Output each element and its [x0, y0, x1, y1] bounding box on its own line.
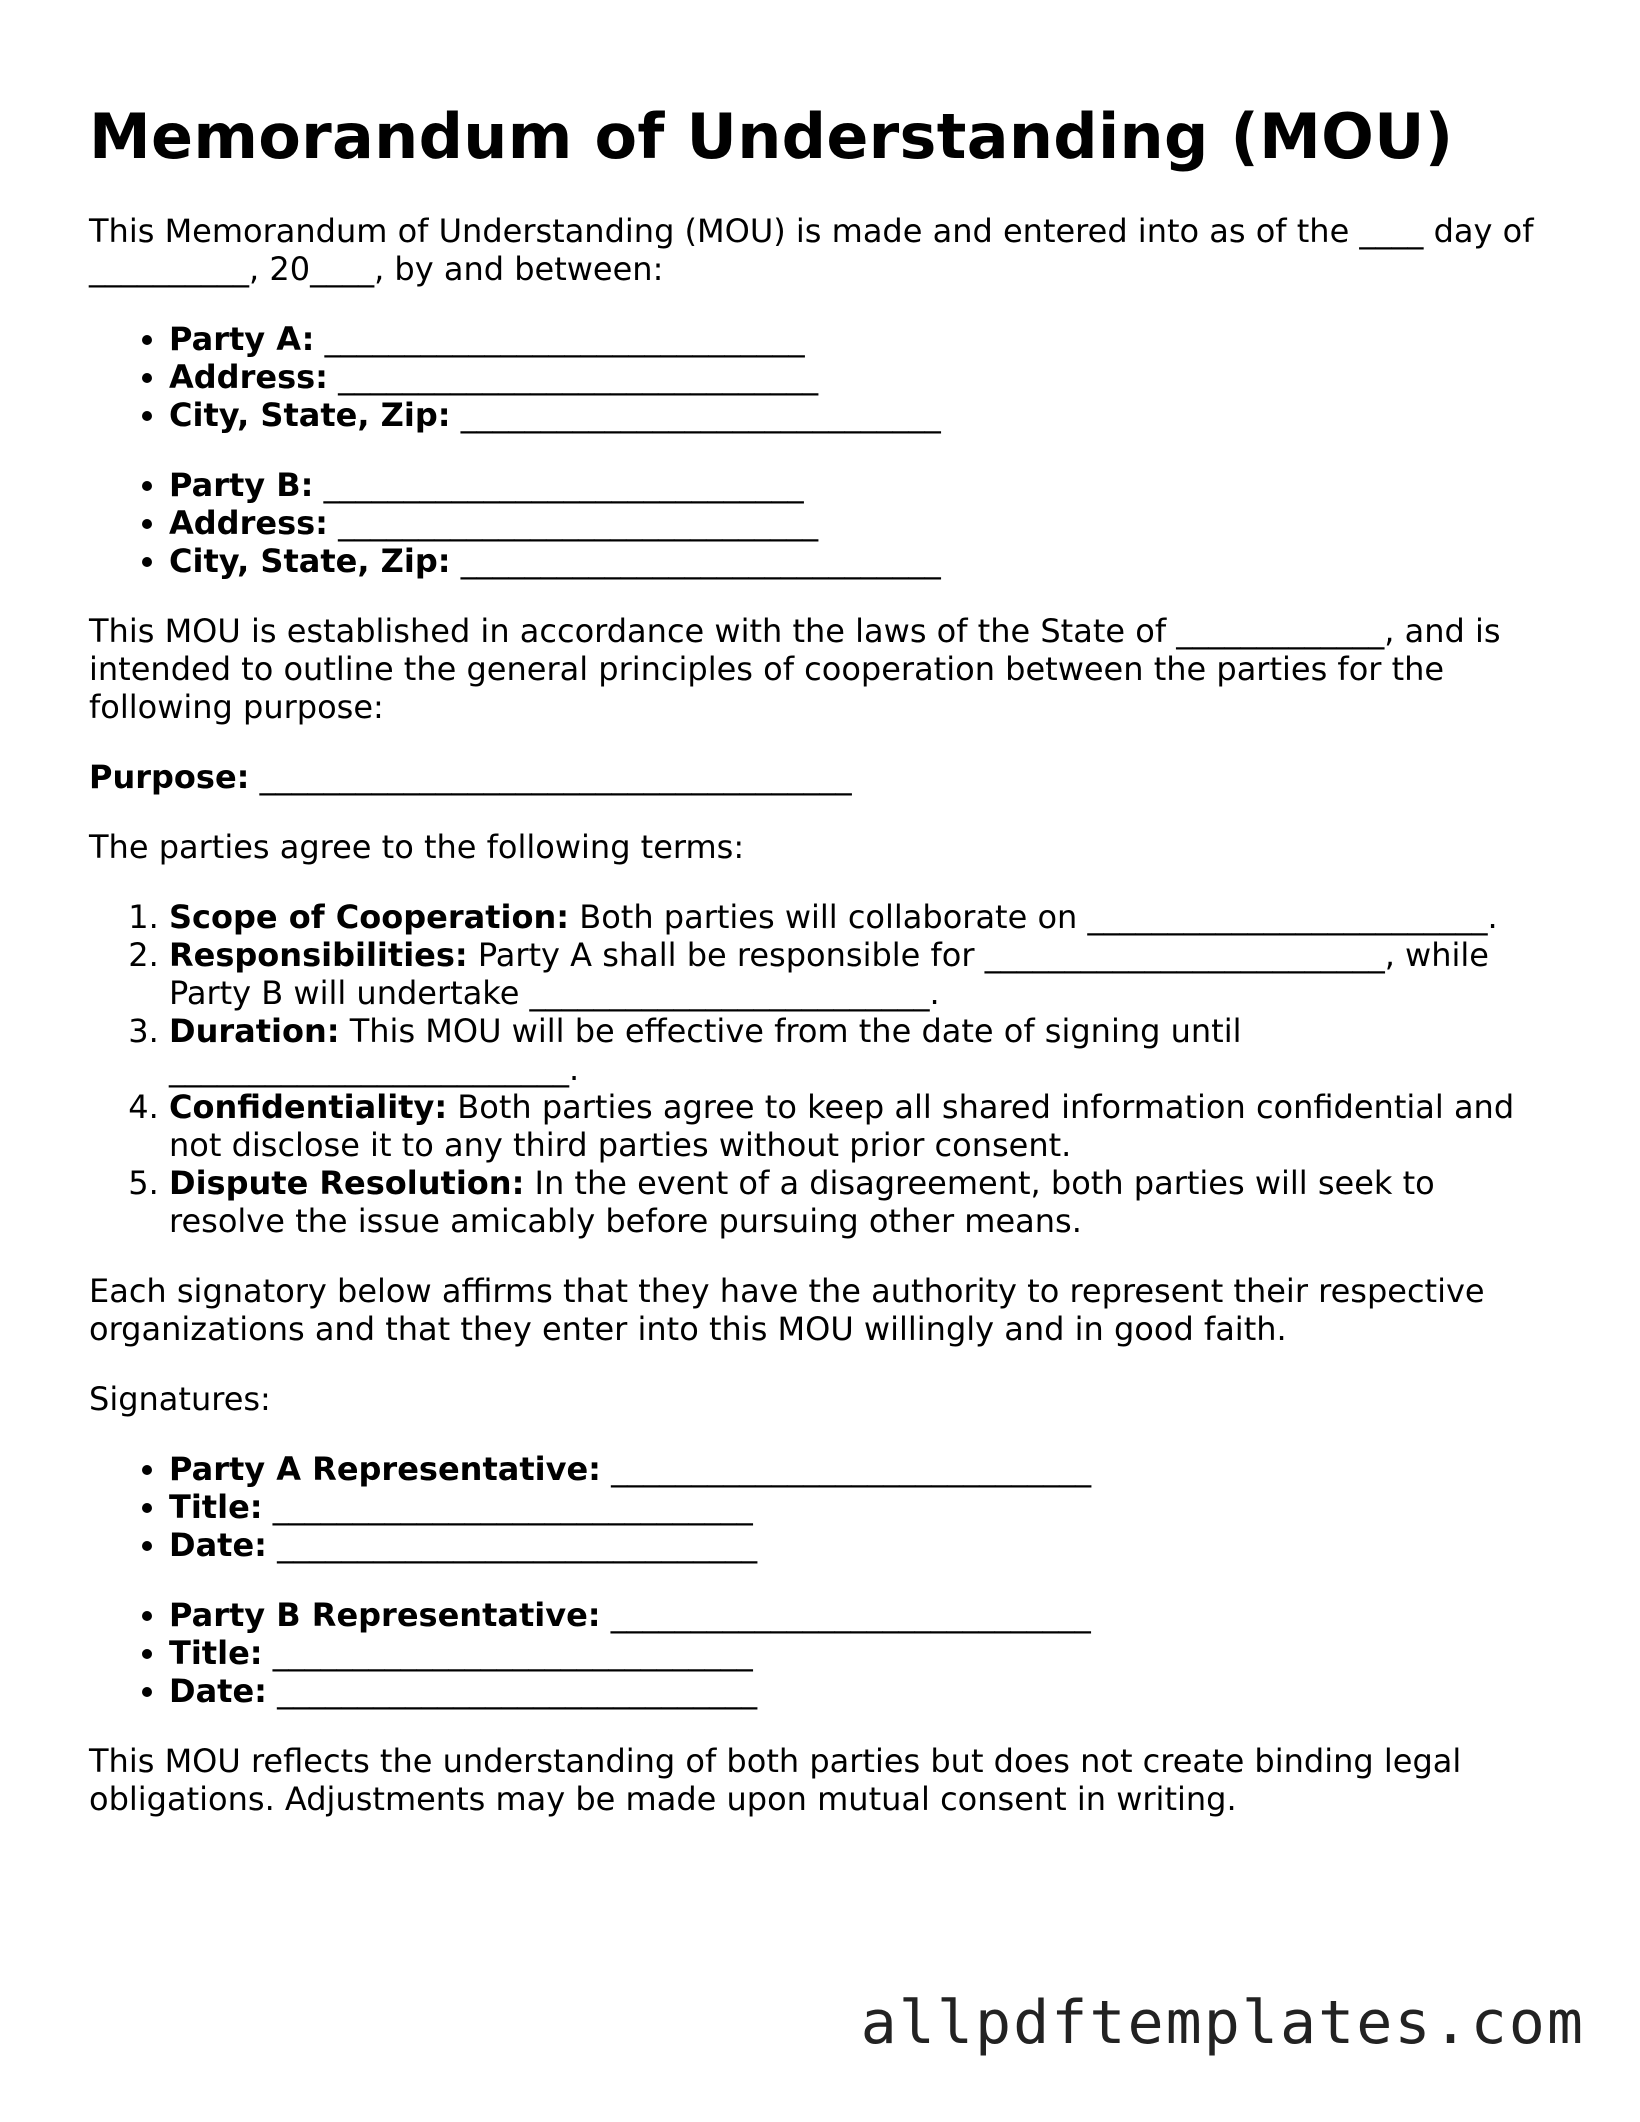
terms-intro: The parties agree to the following terms: — [89, 828, 745, 867]
fill-in-blank[interactable]: ______________________________ — [323, 466, 804, 505]
field-label: City, State, Zip: — [169, 396, 451, 435]
fill-in-blank[interactable]: ______________________________ — [272, 1634, 753, 1673]
signatures-heading: Signatures: — [89, 1380, 271, 1419]
term-label: Scope of Cooperation: — [169, 898, 570, 937]
party-a-city-state-zip — [169, 396, 1559, 434]
purpose-blank[interactable]: _____________________________________ — [259, 758, 852, 797]
fill-in-blank[interactable]: ______________________________ — [277, 1672, 758, 1711]
fill-in-blank[interactable]: ______________________________ — [324, 320, 805, 359]
closing-paragraph: This MOU reflects the understanding of both parties but does not create binding legal obligations. Adjustments may be made upon mutual consent in writing. — [89, 1742, 1462, 1819]
term-text: In the event of a disagreement, both parties will seek to resolve the issue amicably before pursuing other means. — [169, 1164, 1435, 1241]
fill-in-blank[interactable]: ______________________________ — [460, 396, 941, 435]
party-a-name — [169, 320, 1559, 358]
term-scope — [169, 898, 1559, 936]
party-b-address — [169, 504, 1559, 542]
watermark: allpdftemplates.com — [860, 1988, 1585, 2058]
term-text: Both parties agree to keep all shared information confidential and not disclose it to any third parties without prior consent. — [169, 1088, 1515, 1165]
laws-paragraph: This MOU is established in accordance with the laws of the State of _____________, and is intended to outline the general principles of cooperation between the parties for the following purpose: — [89, 612, 1501, 727]
signature-a-list — [89, 1450, 1559, 1564]
term-text: Party A shall be responsible for _________________________, while Party B will undertake _________________________. — [169, 936, 1489, 1013]
signature-b-list — [89, 1596, 1559, 1710]
signature-blank[interactable]: ______________________________ — [610, 1596, 1091, 1635]
fill-in-blank[interactable]: ______________________________ — [277, 1526, 758, 1565]
term-label: Duration: — [169, 1012, 340, 1051]
fill-in-blank[interactable]: ______________________________ — [338, 504, 819, 543]
party-a-title — [169, 1488, 1559, 1526]
field-label: Address: — [169, 358, 328, 397]
party-a-date — [169, 1526, 1559, 1564]
field-label: Date: — [169, 1526, 267, 1565]
party-b-name — [169, 466, 1559, 504]
field-label: Party A: — [169, 320, 315, 359]
fill-in-blank[interactable]: ______________________________ — [272, 1488, 753, 1527]
term-duration — [169, 1012, 1559, 1088]
authority-paragraph: Each signatory below affirms that they have the authority to represent their respective organizations and that they enter into this MOU willingly and in good faith. — [89, 1272, 1485, 1349]
field-label: Date: — [169, 1672, 267, 1711]
field-label: Address: — [169, 504, 328, 543]
term-dispute-resolution — [169, 1164, 1559, 1240]
field-label: Title: — [169, 1488, 263, 1527]
party-b-list — [89, 466, 1559, 580]
field-label: Party A Representative: — [169, 1450, 601, 1489]
term-label: Responsibilities: — [169, 936, 468, 975]
document-page — [89, 100, 1559, 1850]
field-label: City, State, Zip: — [169, 542, 451, 581]
field-label: Title: — [169, 1634, 263, 1673]
terms-list — [89, 898, 1559, 1240]
term-label: Dispute Resolution: — [169, 1164, 525, 1203]
page-title: Memorandum of Understanding (MOU) — [89, 100, 1454, 173]
term-confidentiality — [169, 1088, 1559, 1164]
intro-paragraph: This Memorandum of Understanding (MOU) is made and entered into as of the ____ day of __________, 20____, by and between: — [89, 212, 1534, 289]
field-label: Party B: — [169, 466, 314, 505]
party-b-date — [169, 1672, 1559, 1710]
purpose-label: Purpose: — [89, 758, 250, 797]
party-a-address — [169, 358, 1559, 396]
signature-blank[interactable]: ______________________________ — [611, 1450, 1092, 1489]
term-text: This MOU will be effective from the date of signing until _________________________. — [169, 1012, 1242, 1089]
party-a-representative — [169, 1450, 1559, 1488]
purpose-line — [89, 758, 1559, 796]
field-label: Party B Representative: — [169, 1596, 601, 1635]
party-b-city-state-zip — [169, 542, 1559, 580]
fill-in-blank[interactable]: ______________________________ — [338, 358, 819, 397]
fill-in-blank[interactable]: ______________________________ — [460, 542, 941, 581]
term-text: Both parties will collaborate on _________________________. — [579, 898, 1498, 937]
party-b-representative — [169, 1596, 1559, 1634]
term-responsibilities — [169, 936, 1559, 1012]
party-b-title — [169, 1634, 1559, 1672]
party-a-list — [89, 320, 1559, 434]
term-label: Confidentiality: — [169, 1088, 448, 1127]
